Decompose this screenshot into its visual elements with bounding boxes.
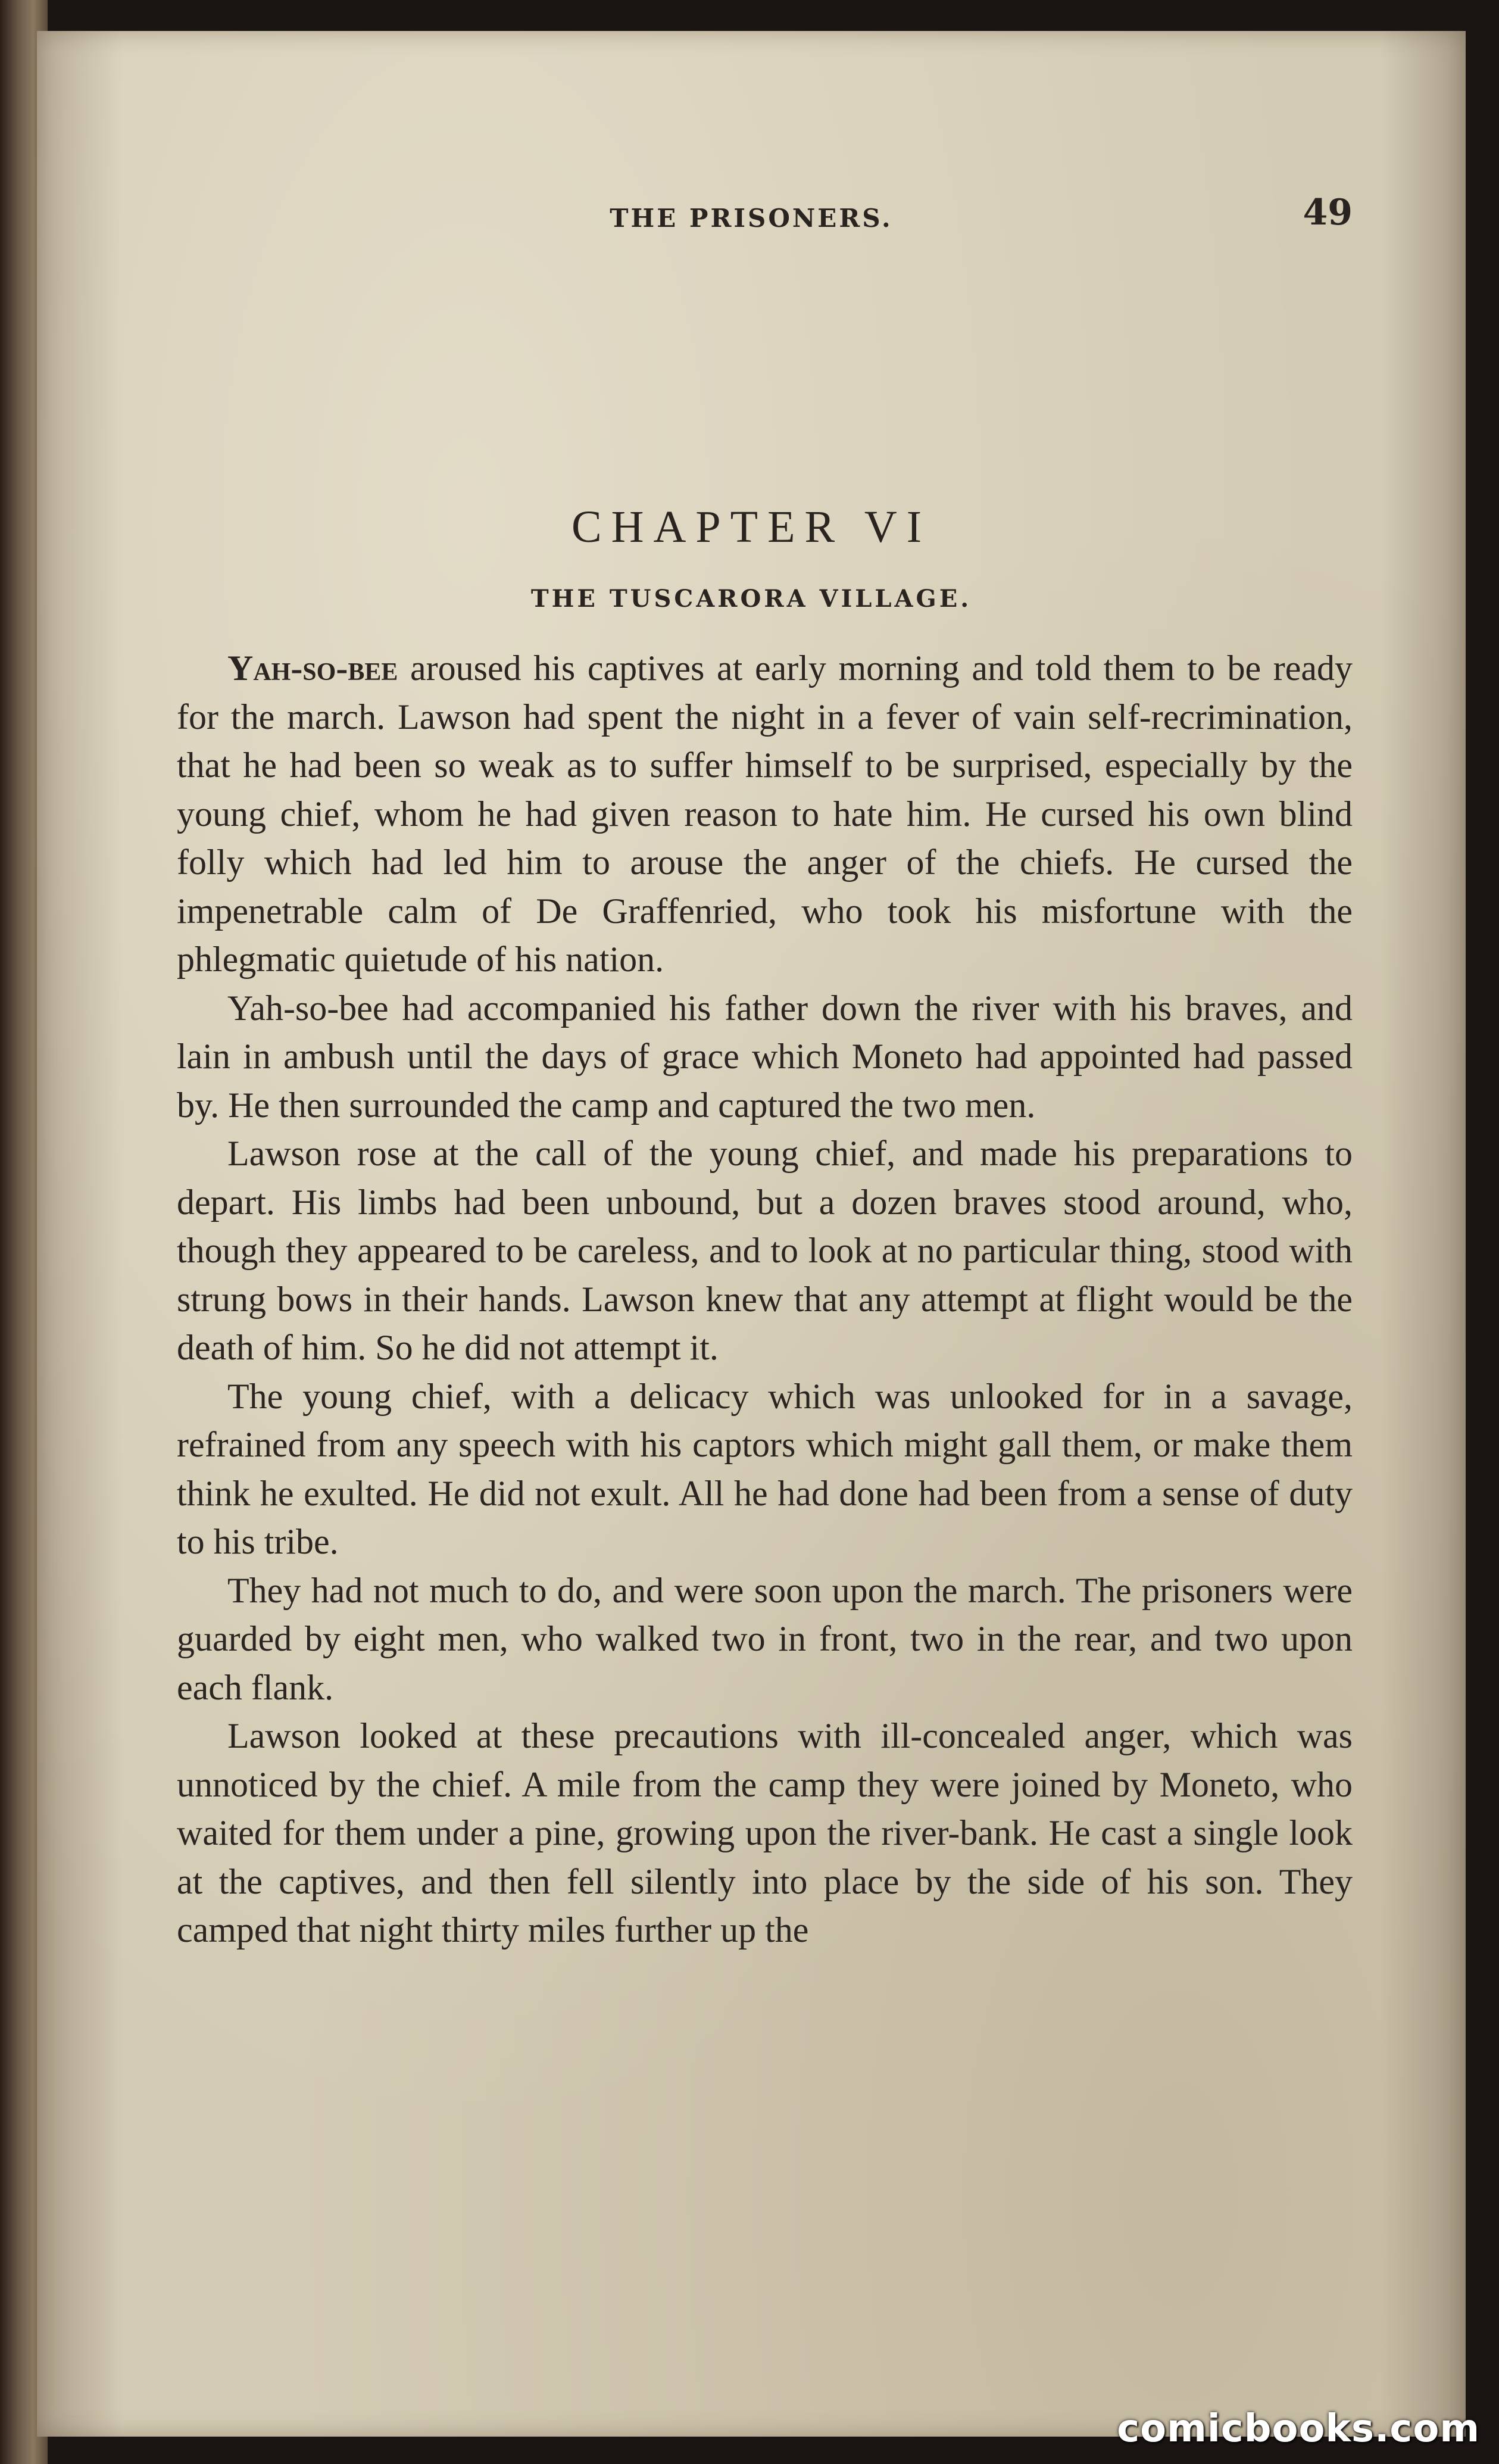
body-text: [177, 644, 1353, 1955]
paragraph-2: Yah-so-bee had accompanied his father down the river with his braves, and lain in ambush until the days of grace which Moneto had appointed had passed by. He then surrounded the camp and captured the two men.: [177, 988, 1353, 1125]
paragraph-3: Lawson rose at the call of the young chief, and made his preparations to depart. His limbs had been unbound, but a dozen braves stood around, who, though they appeared to be careless, and to look at no particular thing, stood with strung bows in their hands. Lawson knew that any attempt at flight would be the death of him. So he did not attempt it.: [177, 1134, 1353, 1367]
paragraph-5: They had not much to do, and were soon upon the march. The prisoners were guarded by eight men, who walked two in front, two in the rear, and two upon each flank.: [177, 1570, 1353, 1707]
paragraph-6: Lawson looked at these precautions with ill-concealed anger, which was unnoticed by the chief. A mile from the camp they were joined by Moneto, who waited for them under a pine, growing upon the river-bank. He cast a single look at the captives, and then fell silently into place by the side of his son. They camped that night thirty miles further up the: [177, 1716, 1353, 1950]
watermark: comicbooks.com: [1117, 2407, 1480, 2451]
paragraph-lead-name: Yah-so-bee: [227, 648, 398, 688]
paragraph-4: The young chief, with a delicacy which was unlooked for in a savage, refrained from any speech with his captors which might gall them, or make them think he exulted. He did not exult. All he had done had been from a sense of duty to his tribe.: [177, 1376, 1353, 1561]
page-number: 49: [1303, 192, 1353, 233]
paragraph-1-text: aroused his captives at early morning and told them to be ready for the march. Lawson had spent the night in a fever of vain self-recrimination, that he had been so weak as to suffer himself to be surprised, especially by the young chief, whom he had given reason to hate him. He cursed his own blind folly which had led him to arouse the anger of the chiefs. He cursed the impenetrable calm of De Graffenried, who took his misfortune with the phlegmatic quietude of his nation.: [177, 648, 1353, 979]
running-title: THE PRISONERS.: [610, 204, 893, 233]
paragraph-1: [177, 644, 1353, 984]
book-page: [37, 31, 1466, 2437]
chapter-subtitle: THE TUSCARORA VILLAGE.: [530, 585, 972, 613]
chapter-title: CHAPTER VI: [571, 502, 932, 552]
